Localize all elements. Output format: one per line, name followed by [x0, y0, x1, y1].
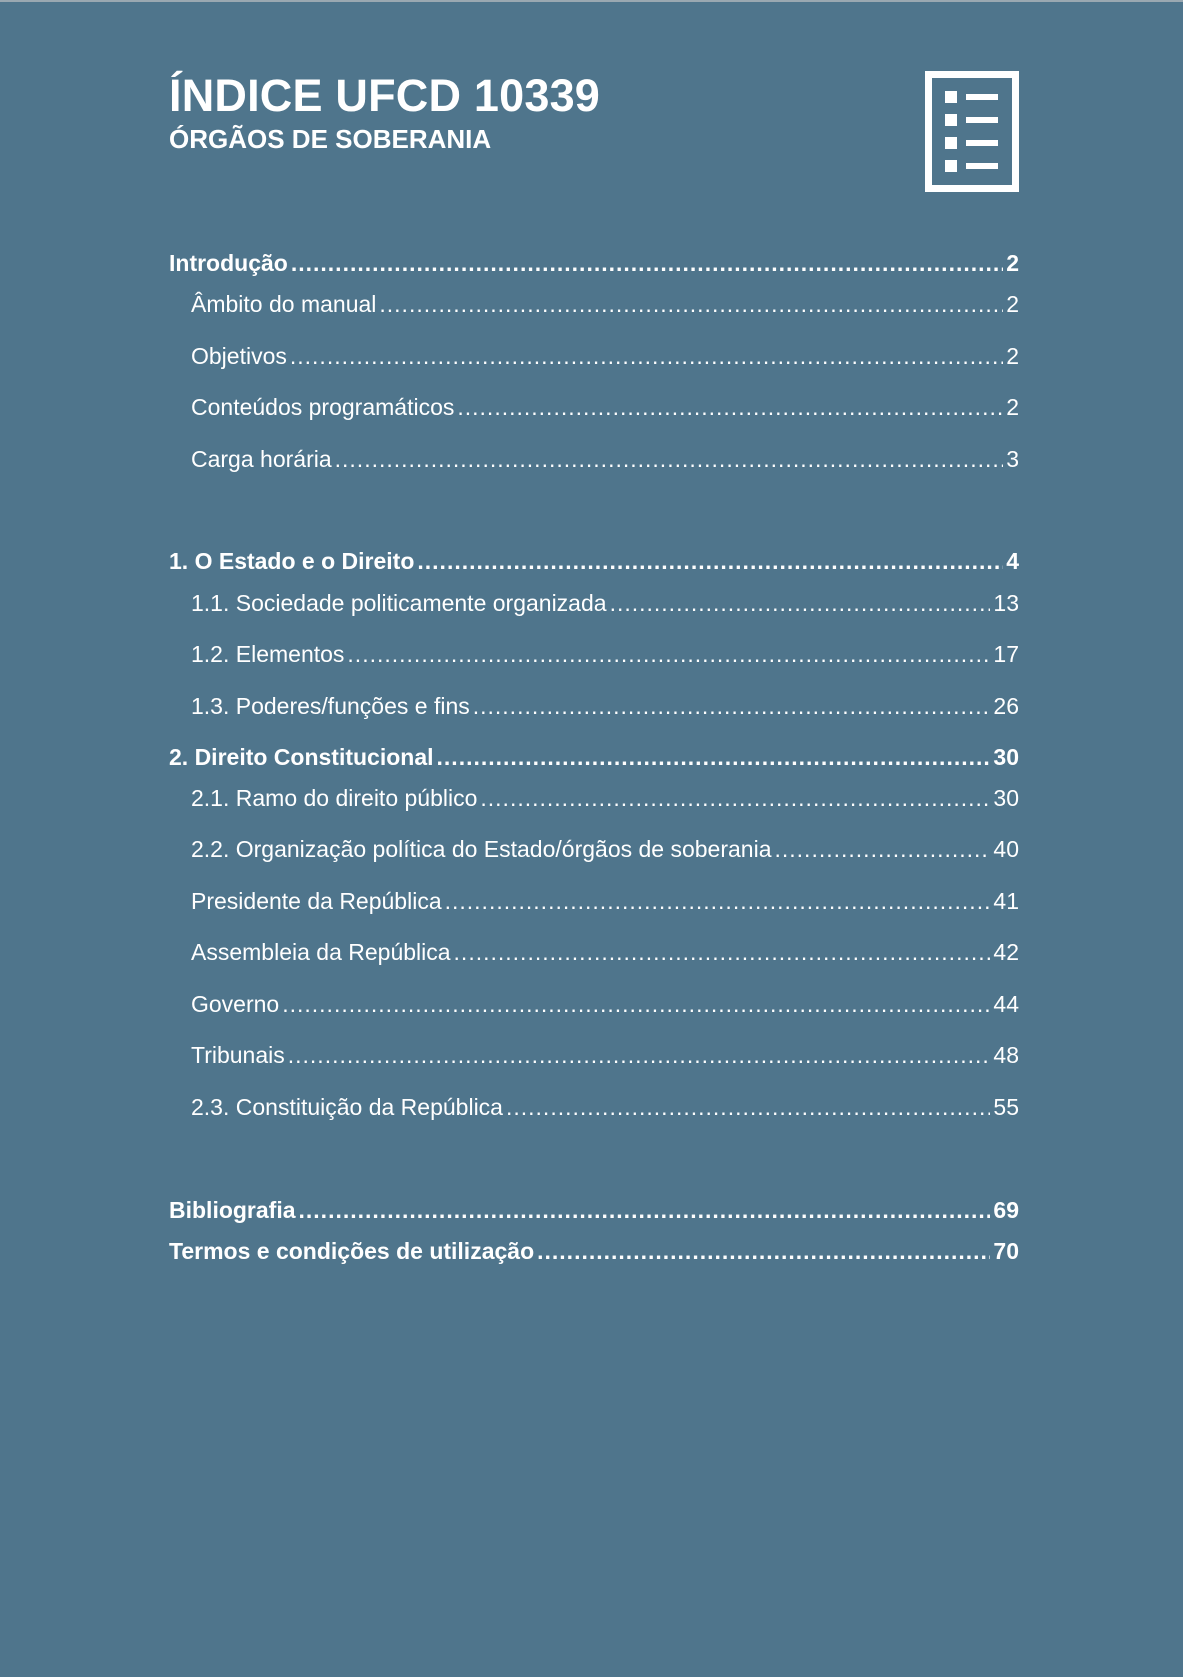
toc-entry-label: Carga horária: [191, 446, 332, 472]
toc-entry-label: Governo: [191, 991, 280, 1017]
toc-entry[interactable]: [191, 446, 1019, 476]
toc-entry-page: 41: [993, 888, 1019, 914]
dot-leader: [480, 785, 990, 812]
header: [169, 70, 600, 156]
toc-entry-label: 1.1. Sociedade politicamente organizada: [191, 590, 607, 616]
toc-entry-label: Termos e condições de utilização: [169, 1238, 535, 1264]
dot-leader: [288, 1042, 991, 1069]
toc-entry-label: 2.3. Constituição da República: [191, 1094, 503, 1120]
toc-entry-label: 1. O Estado e o Direito: [169, 548, 415, 574]
dot-leader: [437, 744, 991, 771]
dot-leader: [473, 693, 991, 720]
dot-leader: [290, 343, 1003, 370]
toc-entry[interactable]: [191, 291, 1019, 321]
toc-entry-page: 26: [993, 693, 1019, 719]
toc-entry-label: 2.1. Ramo do direito público: [191, 785, 478, 811]
toc-entry-label: 2. Direito Constitucional: [169, 744, 434, 770]
dot-leader: [775, 836, 991, 863]
toc-entry-label: Conteúdos programáticos: [191, 394, 455, 420]
dot-leader: [335, 446, 1004, 473]
dot-leader: [457, 394, 1003, 421]
toc-entry[interactable]: [191, 693, 1019, 723]
toc-entry-page: 55: [993, 1094, 1019, 1120]
toc-entry-label: Tribunais: [191, 1042, 285, 1068]
toc-entry[interactable]: [191, 590, 1019, 620]
toc-entry-page: 42: [993, 939, 1019, 965]
toc-entry[interactable]: [191, 394, 1019, 424]
page-title: ÍNDICE UFCD 10339: [169, 70, 601, 121]
toc-entry-page: 30: [993, 785, 1019, 811]
toc-entry[interactable]: [191, 888, 1019, 918]
toc-entry[interactable]: [169, 1238, 1019, 1268]
dot-leader: [282, 991, 990, 1018]
toc-entry[interactable]: [191, 939, 1019, 969]
top-border: [0, 0, 1183, 2]
toc-entry-page: 3: [1006, 446, 1019, 472]
toc-entry-page: 2: [1006, 250, 1019, 276]
dot-leader: [537, 1238, 990, 1265]
toc-entry[interactable]: [169, 548, 1019, 578]
dot-leader: [379, 291, 1003, 318]
dot-leader: [454, 939, 991, 966]
toc-entry-page: 69: [993, 1197, 1019, 1223]
dot-leader: [347, 641, 990, 668]
toc-entry-label: 1.3. Poderes/funções e fins: [191, 693, 470, 719]
dot-leader: [291, 250, 1003, 277]
toc-entry[interactable]: [169, 744, 1019, 774]
toc-entry-label: Objetivos: [191, 343, 287, 369]
toc-entry-page: 44: [993, 991, 1019, 1017]
toc-entry[interactable]: [191, 1042, 1019, 1072]
toc-entry-page: 2: [1006, 343, 1019, 369]
toc-entry-page: 4: [1006, 548, 1019, 574]
dot-leader: [299, 1197, 991, 1224]
toc-entry-label: 2.2. Organização política do Estado/órgãos de soberania: [191, 836, 772, 862]
toc-entry[interactable]: [191, 991, 1019, 1021]
toc-entry-page: 40: [993, 836, 1019, 862]
toc-entry-label: Assembleia da República: [191, 939, 451, 965]
toc-entry-label: 1.2. Elementos: [191, 641, 345, 667]
toc-entry-label: Âmbito do manual: [191, 291, 377, 317]
toc-entry-page: 70: [993, 1238, 1019, 1264]
toc-entry-label: Bibliografia: [169, 1197, 296, 1223]
toc-entry[interactable]: [191, 641, 1019, 671]
dot-leader: [506, 1094, 990, 1121]
toc-entry-page: 2: [1006, 394, 1019, 420]
toc-entry-page: 13: [993, 590, 1019, 616]
toc-entry-page: 17: [993, 641, 1019, 667]
toc-entry-page: 2: [1006, 291, 1019, 317]
toc-entry[interactable]: [191, 343, 1019, 373]
toc-entry-page: 48: [993, 1042, 1019, 1068]
toc-entry[interactable]: [191, 836, 1019, 866]
page-subtitle: ÓRGÃOS DE SOBERANIA: [169, 124, 492, 154]
dot-leader: [445, 888, 991, 915]
table-of-contents-icon: [925, 71, 1019, 192]
toc-entry[interactable]: [191, 1094, 1019, 1124]
toc-entry[interactable]: [169, 1197, 1019, 1227]
toc-entry[interactable]: [169, 250, 1019, 280]
toc-entry-label: Presidente da República: [191, 888, 442, 914]
toc-entry[interactable]: [191, 785, 1019, 815]
dot-leader: [610, 590, 991, 617]
toc-entry-label: Introdução: [169, 250, 288, 276]
toc-entry-page: 30: [993, 744, 1019, 770]
dot-leader: [417, 548, 1003, 575]
